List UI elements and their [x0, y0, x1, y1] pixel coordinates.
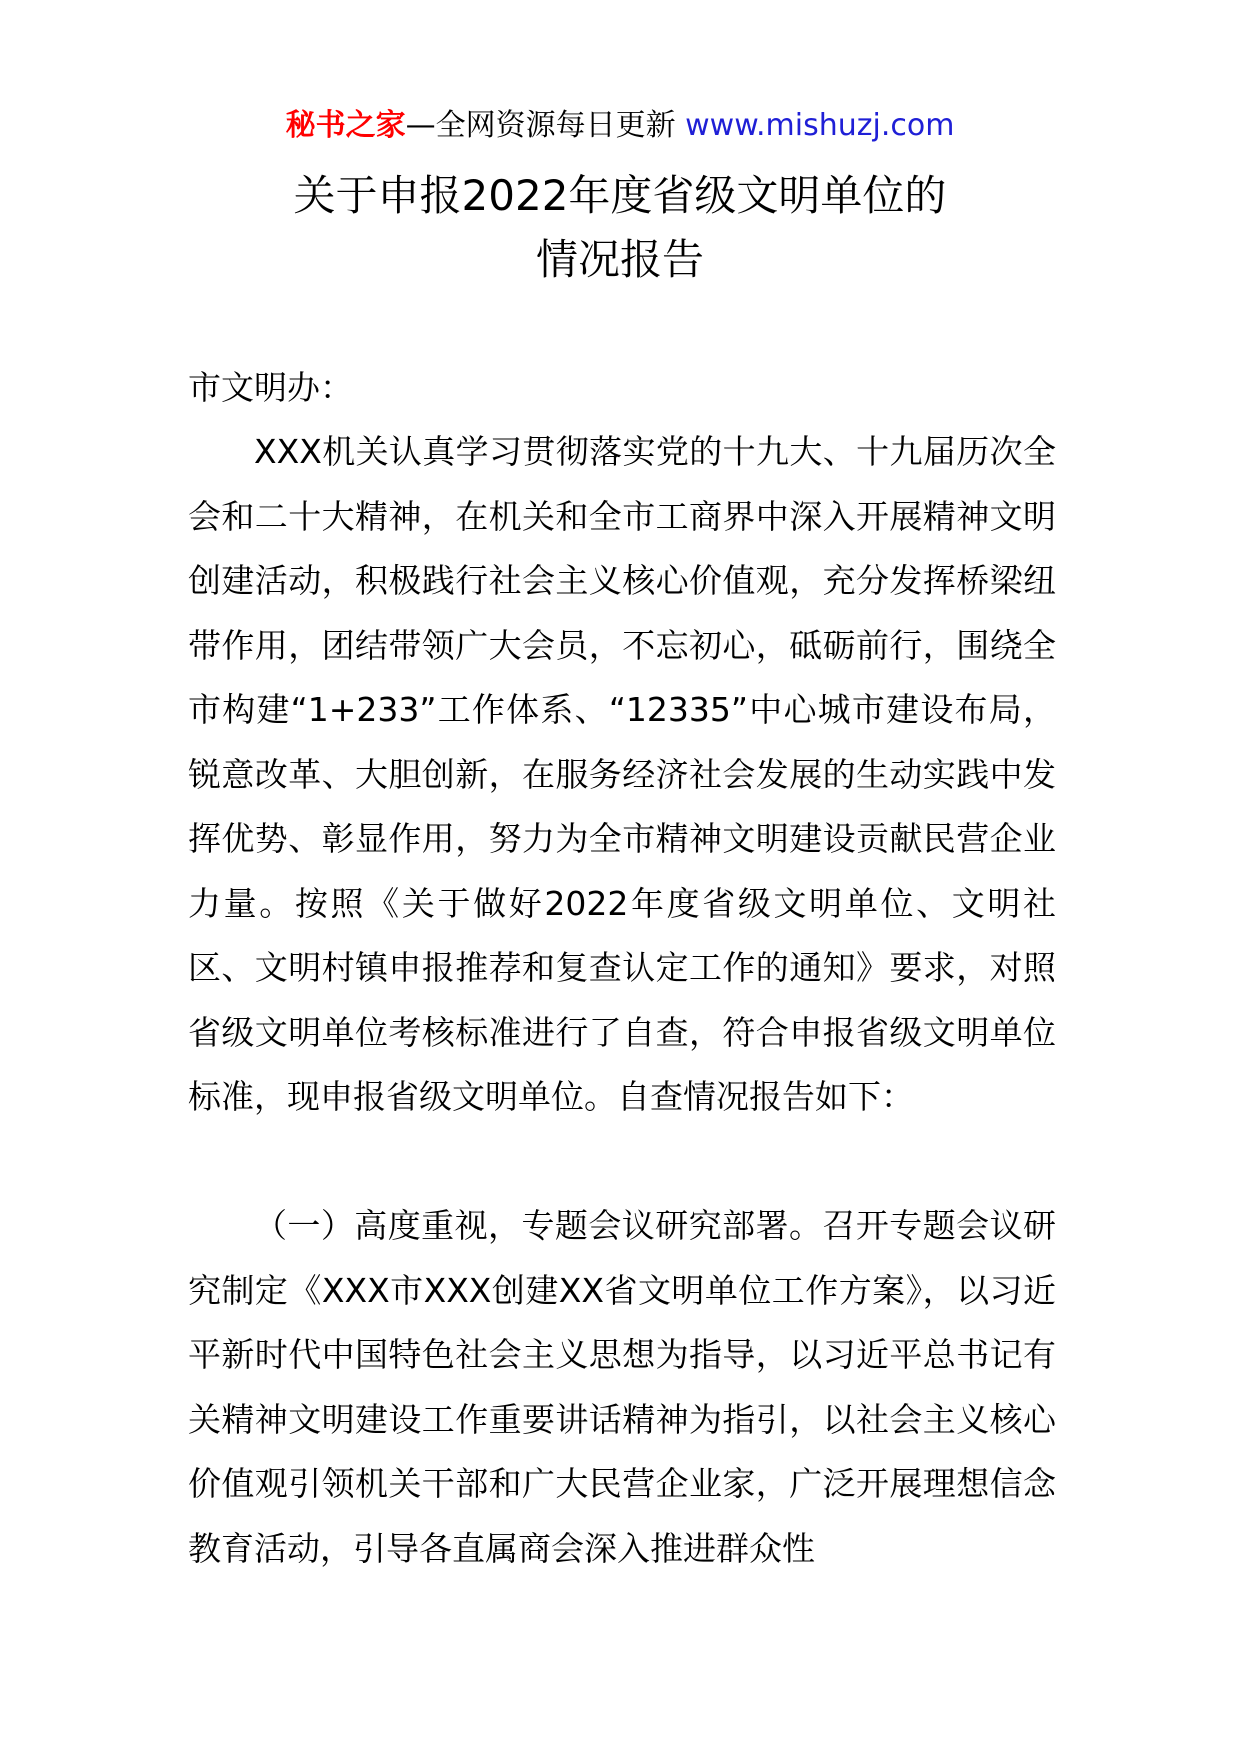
- banner-slogan: —全网资源每日更新: [405, 108, 686, 143]
- banner-brand: 秘书之家: [285, 108, 406, 143]
- document-title-line-2: 情况报告: [535, 235, 704, 284]
- body-paragraph-1: XXX机关认真学习贯彻落实党的十九大、十九届历次全会和二十大精神，在机关和全市工商界中深入开展精神文明创建活动，积极践行社会主义核心价值观，充分发挥桥梁纽带作用，团结带领广大会员，不忘初心，砥砺前行，围绕全市构建“1+233”工作体系、“12335”中心城市建设布局，锐意改革、大胆创新，在服务经济社会发展的生动实践中发挥优势、彰显作用，努力为全市精神文明建设贡献民营企业力量。按照《关于做好2022年度省级文明单位、文明社区、文明村镇申报推荐和复查认定工作的通知》要求，对照省级文明单位考核标准进行了自查，符合申报省级文明单位标准，现申报省级文明单位。自查情况报告如下：: [188, 432, 1056, 1116]
- banner-url: www.mishuzj.com: [685, 108, 955, 143]
- site-banner: [0, 106, 1240, 146]
- body-paragraph-2: （一）高度重视，专题会议研究部署。召开专题会议研究制定《XXX市XXX创建XX省文明单位工作方案》，以习近平新时代中国特色社会主义思想为指导，以习近平总书记有关精神文明建设工作重要讲话精神为指引，以社会主义核心价值观引领机关干部和广大民营企业家，广泛开展理想信念教育活动，引导各直属商会深入推进群众性: [188, 1206, 1056, 1568]
- salutation: 市文明办：: [188, 368, 353, 407]
- document-title-line-1: 关于申报2022年度省级文明单位的: [293, 171, 947, 220]
